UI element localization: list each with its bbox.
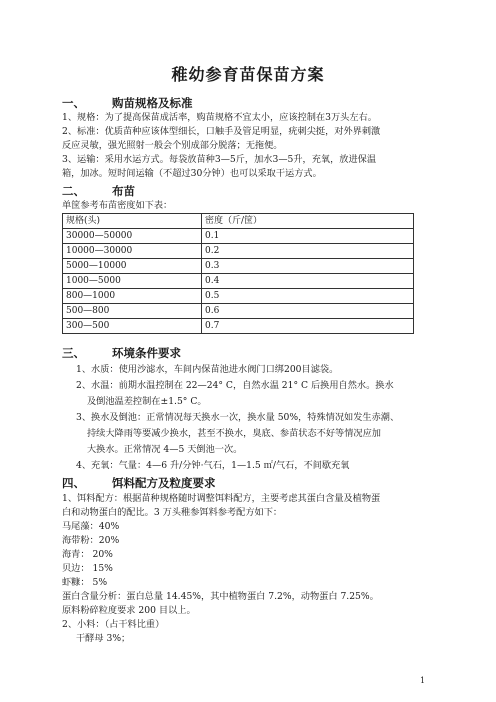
section-number: 四、 <box>62 476 85 490</box>
table-cell: 1000—5000 <box>63 274 202 289</box>
table-cell: 30000—50000 <box>63 229 202 244</box>
table-cell: 500—800 <box>63 304 202 319</box>
page-number: 1 <box>420 676 426 685</box>
section-title: 饵料配方及粒度要求 <box>112 476 216 490</box>
table-cell: 300—500 <box>63 319 202 334</box>
table-header-cell: 规格(头) <box>63 214 202 229</box>
density-table <box>62 213 414 334</box>
table-row <box>63 289 414 304</box>
table-cell: 0.5 <box>202 289 414 304</box>
section-title: 环境条件要求 <box>112 346 181 360</box>
paragraph-line: 3、换水及倒池：正常情况每天换水一次，换水量 50%，特殊情况如发生赤潮、 <box>76 412 400 423</box>
formula-item: 海带粉：20% <box>62 535 120 546</box>
table-row <box>63 319 414 334</box>
table-header-row <box>63 214 414 229</box>
paragraph-line: 反应灵敏，强光照射一般会个别成部分脱落；无拖便。 <box>62 140 283 151</box>
section-3-heading <box>62 345 181 361</box>
paragraph-line: 1、饵料配方：根据苗种规格随时调整饵料配方，主要考虑其蛋白含量及植物蛋 <box>62 493 381 504</box>
paragraph-line: 箱，加冰。短时间运输（不超过30分钟）也可以采取干运方式。 <box>62 168 322 179</box>
section-title: 布苗 <box>112 184 135 198</box>
paragraph-line: 原料粉碎粒度要求 200 目以上。 <box>62 605 196 616</box>
paragraph-line: 2、标准：优质苗种应该体型细长，口触手及管足明显，疣刺尖挺，对外界刺激 <box>62 126 381 137</box>
formula-item: 海青： 20% <box>62 549 113 560</box>
paragraph-line: 1、水质：使用沙滤水，车间内保苗池进水阀门口绑200目滤袋。 <box>76 364 339 375</box>
paragraph-line: 及倒池温差控制在±1.5° C。 <box>87 396 207 407</box>
page-title: 稚幼参育苗保苗方案 <box>171 65 325 84</box>
paragraph-line: 干酵母 3%； <box>76 633 131 644</box>
paragraph-line: 3、运输：采用水运方式。每袋放苗种3—5斤，加水3—5升，充氧，放进保温 <box>62 154 377 165</box>
formula-item: 虾糠： 5% <box>62 577 108 588</box>
section-number: 三、 <box>62 346 85 360</box>
paragraph-line: 2、小料：（占干料比重） <box>62 619 165 630</box>
formula-item: 贝边： 15% <box>62 563 113 574</box>
table-cell: 800—1000 <box>63 289 202 304</box>
table-row <box>63 229 414 244</box>
table-cell: 0.7 <box>202 319 414 334</box>
table-cell: 0.6 <box>202 304 414 319</box>
section-1-heading <box>62 95 193 111</box>
paragraph-line: 白和动物蛋白的配比。3 万头稚参饵料参考配方如下： <box>62 507 283 518</box>
table-header-cell: 密度（斤/筐） <box>202 214 414 229</box>
paragraph-line: 1、规格：为了提高保苗成活率，购苗规格不宜太小，应该控制在3万头左右。 <box>62 112 377 123</box>
table-row <box>63 274 414 289</box>
formula-item: 马尾藻：40% <box>62 521 120 532</box>
section-2-heading <box>62 183 135 199</box>
table-intro: 单筐参考布苗密度如下表： <box>62 200 173 211</box>
table-cell: 0.1 <box>202 229 414 244</box>
table-cell: 0.4 <box>202 274 414 289</box>
table-cell: 0.3 <box>202 259 414 274</box>
table-cell: 10000—30000 <box>63 244 202 259</box>
section-number: 一、 <box>62 96 85 110</box>
paragraph-line: 蛋白含量分析：蛋白总量 14.45%，其中植物蛋白 7.2%，动物蛋白 7.25%。 <box>62 591 379 602</box>
section-number: 二、 <box>62 184 85 198</box>
section-title: 购苗规格及标准 <box>112 96 193 110</box>
table-row <box>63 259 414 274</box>
table-row <box>63 304 414 319</box>
table-cell: 5000—10000 <box>63 259 202 274</box>
paragraph-line: 大换水。正常情况 4—5 天倒池一次。 <box>87 444 243 455</box>
table-row <box>63 244 414 259</box>
paragraph-line: 2、水温：前期水温控制在 22—24° C，自然水温 21° C 后换用自然水。换水 <box>76 380 394 391</box>
section-4-heading <box>62 475 216 491</box>
paragraph-line: 4、充氧：气量：4—6 升/分钟·气石，1—1.5 ㎡/气石，不间歇充氧 <box>76 460 350 471</box>
paragraph-line: 持续大降雨等要减少换水，甚至不换水，臭底、参苗状态不好等情况应加 <box>87 428 381 439</box>
table-cell: 0.2 <box>202 244 414 259</box>
